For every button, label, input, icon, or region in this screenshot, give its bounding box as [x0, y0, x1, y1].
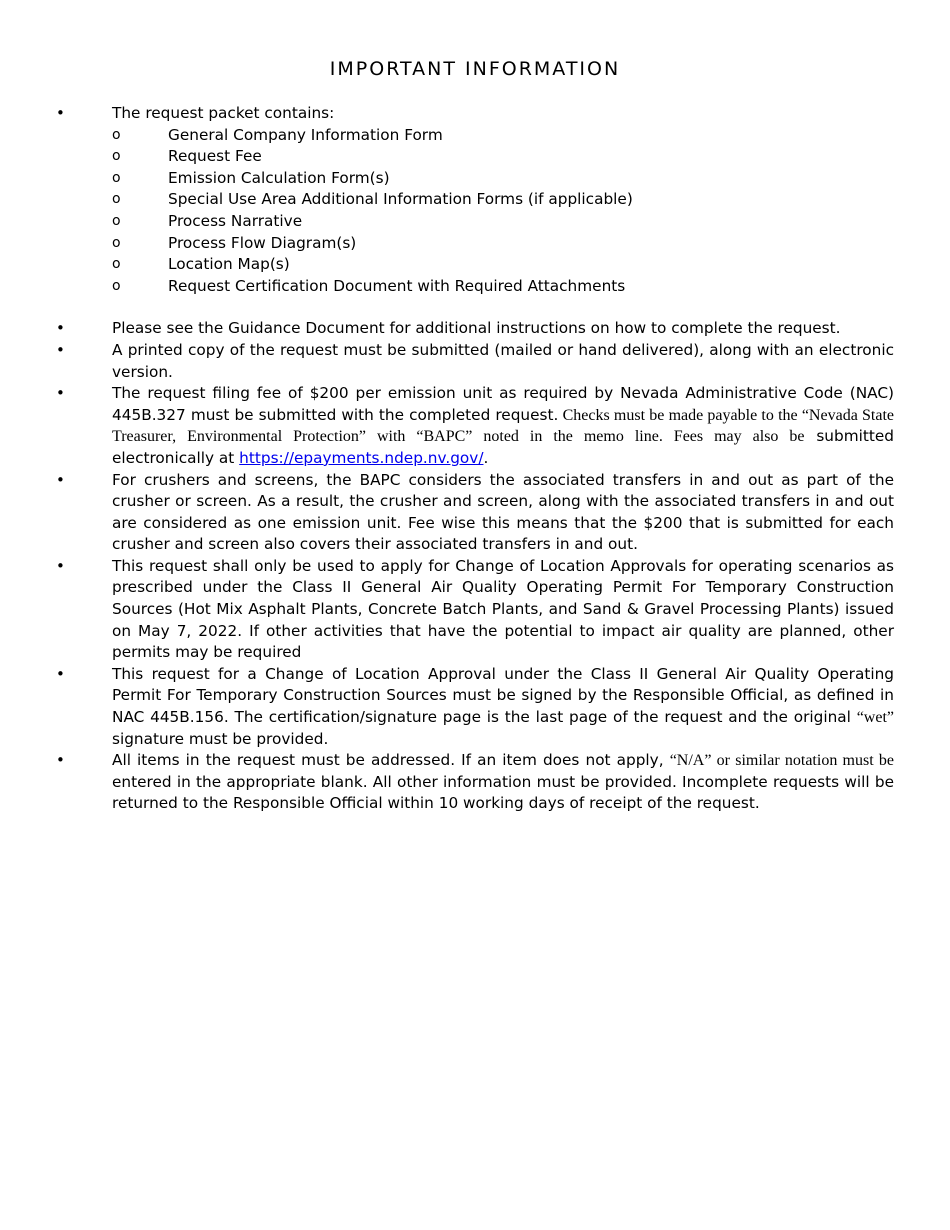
packet-item [112, 146, 894, 168]
circle-bullet-icon: o [112, 126, 121, 143]
epayments-link[interactable]: https://epayments.ndep.nv.gov/ [239, 448, 484, 467]
packet-item-label: Request Fee [168, 147, 262, 166]
packet-item-label: General Company Information Form [168, 125, 443, 144]
packet-item-label: Emission Calculation Form(s) [168, 168, 390, 187]
scope-item [56, 556, 894, 664]
guidance-text: Please see the Guidance Document for additional instructions on how to complete the request. [112, 319, 841, 338]
bullet-icon: • [56, 384, 65, 403]
packet-item [112, 254, 894, 276]
crushers-text: For crushers and screens, the BAPC considers the associated transfers in and out as part of the crusher or screen. As a result, the crusher and screen, along with the associated transfers in and out are considered as one emission unit. Fee wise this means that the $200 that is submitted for each crusher and screen also covers their associated transfers in and out. [112, 470, 894, 554]
scope-text: This request shall only be used to apply for Change of Location Approvals for operating scenarios as prescribed under the Class II General Air Quality Operating Permit For Temporary Construction Sources (Hot Mix Asphalt Plants, Concrete Batch Plants, and Sand & Gravel Processing Plants) issued on May 7, 2022. If other activities that have the potential to impact air quality are planned, other permits may be required [112, 556, 894, 662]
packet-intro: The request packet contains: [112, 104, 335, 122]
information-list [56, 103, 894, 815]
all-items-text-end: entered in the appropriate blank. All other information must be provided. Incomplete requests will be returned to the Responsible Official within 10 working days of receipt of the request. [112, 772, 894, 813]
packet-item [112, 168, 894, 190]
packet-contents-item [56, 103, 894, 318]
signature-text-end: signature must be provided. [112, 729, 329, 748]
all-items-item [56, 750, 894, 815]
printed-copy-item [56, 340, 894, 383]
bullet-icon: • [56, 556, 65, 575]
electronic-submission-text: submitted electronically at [112, 427, 894, 467]
circle-bullet-icon: o [112, 169, 121, 186]
packet-item-label: Request Certification Document with Required Attachments [168, 276, 626, 295]
packet-item-label: Process Flow Diagram(s) [168, 233, 357, 252]
packet-item-label: Process Narrative [168, 211, 303, 230]
circle-bullet-icon: o [112, 191, 121, 208]
all-items-text: All items in the request must be addressed. If an item does not apply, [112, 751, 670, 770]
signature-item [56, 664, 894, 750]
bullet-icon: • [56, 751, 65, 770]
circle-bullet-icon: o [112, 277, 121, 294]
circle-bullet-icon: o [112, 212, 121, 229]
packet-item [112, 211, 894, 233]
printed-copy-text: A printed copy of the request must be submitted (mailed or hand delivered), along with an electronic version. [112, 340, 894, 381]
bullet-icon: • [56, 319, 65, 338]
circle-bullet-icon: o [112, 148, 121, 165]
page-title: IMPORTANT INFORMATION [329, 58, 621, 80]
bullet-icon: • [56, 664, 65, 683]
filing-fee-item [56, 383, 894, 469]
packet-item-label: Special Use Area Additional Information Forms (if applicable) [168, 190, 633, 209]
guidance-item [56, 318, 894, 340]
packet-item [112, 276, 894, 298]
filing-fee-text: The request filing fee of $200 per emission unit as required by Nevada Administrative Code (NAC) 445B.327 must be submitted with the completed request. [112, 384, 894, 424]
signature-text: This request for a Change of Location Approval under the Class II General Air Quality Operating Permit For Temporary Construction Sources must be signed by the Responsible Official, as defined in NAC 445B.156. The certification/signature page is the last page of the request and the original [112, 664, 894, 727]
crushers-item [56, 470, 894, 556]
bullet-icon: • [56, 340, 65, 359]
wet-signature-text: “wet” [856, 709, 894, 727]
period-text: . [483, 448, 489, 467]
packet-item [112, 233, 894, 255]
circle-bullet-icon: o [112, 234, 121, 251]
packet-contents-list [112, 125, 894, 298]
circle-bullet-icon: o [112, 256, 121, 273]
bullet-icon: • [56, 470, 65, 489]
packet-item-label: Location Map(s) [168, 255, 290, 274]
na-notation-text: “N/A” or similar notation must be [669, 752, 894, 770]
packet-item [112, 189, 894, 211]
checks-payable-text: Checks must be made payable to the “Nevada State Treasurer, Environmental Protection” with “BAPC” noted in the memo line. Fees may also be [112, 406, 894, 446]
packet-item [112, 125, 894, 147]
bullet-icon: • [56, 104, 65, 122]
spacer [112, 297, 894, 318]
